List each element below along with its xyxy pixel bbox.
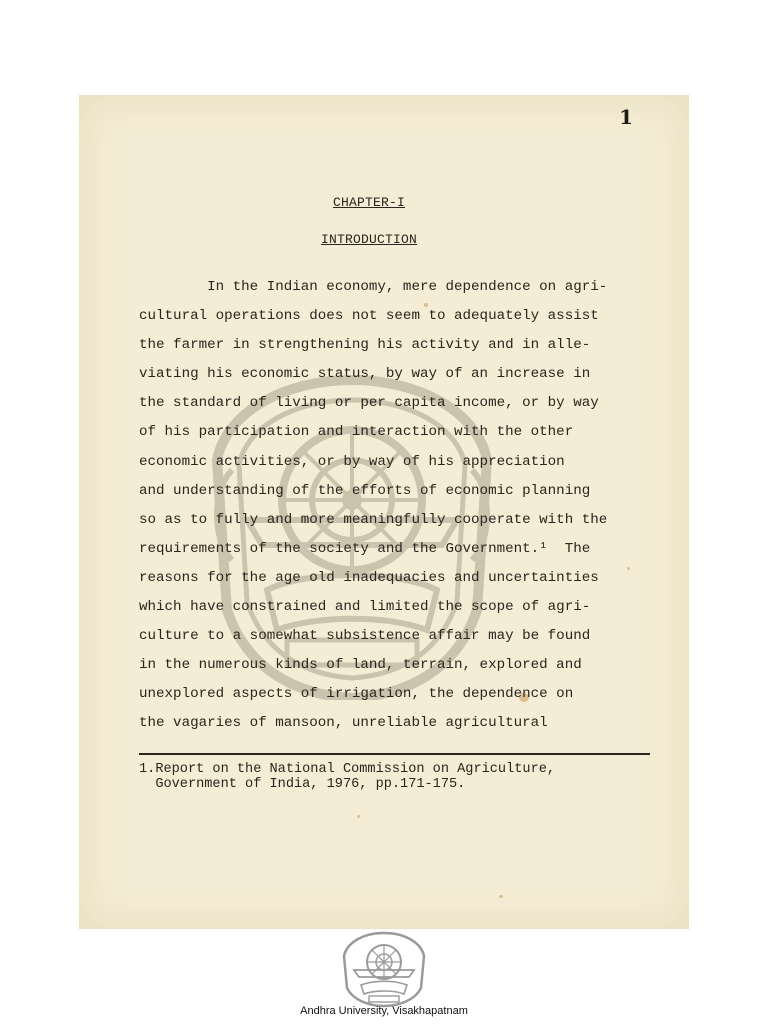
text-line: so as to fully and more meaningfully cooperate with the: [139, 511, 608, 528]
footnote: [139, 762, 555, 792]
text-line: in the numerous kinds of land, terrain, explored and: [139, 657, 582, 674]
text-line: economic activities, or by way of his appreciation: [139, 453, 565, 470]
text-line: In the Indian economy, mere dependence on agri-: [139, 279, 608, 295]
text-line: the vagaries of mansoon, unreliable agricultural: [139, 715, 548, 732]
text-line: and understanding of the efforts of economic planning: [139, 482, 591, 499]
text-line: unexplored aspects of irrigation, the dependence on: [139, 686, 574, 703]
section-title: INTRODUCTION: [320, 232, 417, 247]
footer-institution: Andhra University, Visakhapatnam: [300, 1005, 468, 1017]
page-number: 1: [619, 105, 633, 129]
text-line: cultural operations does not seem to adequately assist: [139, 308, 599, 325]
text-line: of his participation and interaction with the other: [139, 424, 574, 441]
text-line: culture to a somewhat subsistence affair may be found: [139, 628, 591, 645]
text-line: reasons for the age old inadequacies and uncertainties: [139, 569, 599, 586]
body-paragraph: [139, 273, 679, 739]
footnote-divider: [139, 753, 650, 755]
footnote-line: 1.Report on the National Commission on Agriculture,: [139, 762, 556, 777]
text-line: viating his economic status, by way of an increase in: [139, 366, 591, 383]
text-line: requirements of the society and the Government.¹ The: [139, 540, 591, 557]
university-seal-icon: [339, 930, 429, 1008]
scanned-page: [79, 95, 689, 929]
text-line: which have constrained and limited the scope of agri-: [139, 599, 591, 616]
chapter-heading: CHAPTER-I: [332, 195, 405, 210]
footnote-line: Government of India, 1976, pp.171-175.: [139, 777, 466, 792]
text-line: the farmer in strengthening his activity and in alle-: [139, 337, 591, 354]
text-line: the standard of living or per capita income, or by way: [139, 395, 599, 412]
